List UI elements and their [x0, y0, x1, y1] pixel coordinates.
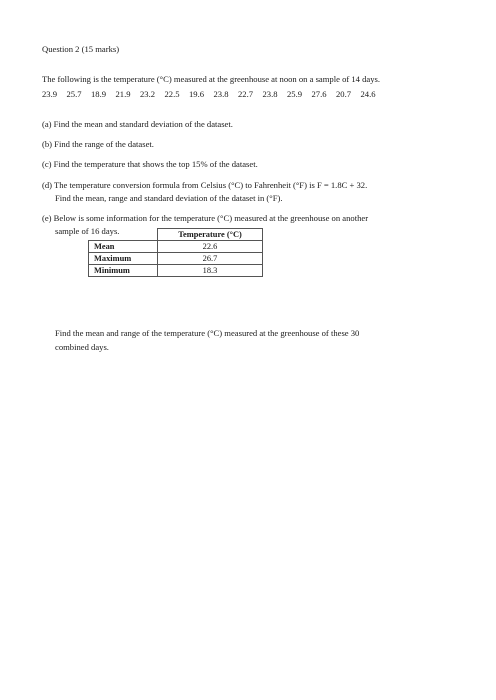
data-value: 25.7	[66, 89, 82, 99]
temperature-table	[88, 228, 263, 277]
data-value: 20.7	[336, 89, 352, 99]
final-question-line2: combined days.	[55, 342, 109, 352]
data-value: 25.9	[287, 89, 303, 99]
final-question-line1: Find the mean and range of the temperature (°C) measured at the greenhouse of these 30	[55, 328, 360, 338]
part-e-line2: sample of 16 days.	[55, 226, 120, 236]
data-value: 19.6	[189, 89, 205, 99]
data-value: 18.9	[91, 89, 107, 99]
row-value: 26.7	[158, 253, 263, 265]
data-values-row	[42, 89, 376, 100]
part-c: (c) Find the temperature that shows the top 15% of the dataset.	[42, 159, 258, 169]
table-row	[89, 241, 263, 253]
data-value: 24.6	[360, 89, 376, 99]
data-value: 22.5	[164, 89, 180, 99]
table-row	[89, 253, 263, 265]
part-d-line2: Find the mean, range and standard deviation of the dataset in (°F).	[55, 193, 283, 203]
question-intro: The following is the temperature (°C) measured at the greenhouse at noon on a sample of 14 days.	[42, 74, 381, 84]
data-value: 22.7	[238, 89, 254, 99]
row-value: 18.3	[158, 265, 263, 277]
data-value: 27.6	[311, 89, 327, 99]
row-label: Maximum	[89, 253, 158, 265]
row-label: Mean	[89, 241, 158, 253]
part-a: (a) Find the mean and standard deviation of the dataset.	[42, 119, 233, 129]
data-value: 23.9	[42, 89, 58, 99]
row-label: Minimum	[89, 265, 158, 277]
data-value: 23.2	[140, 89, 156, 99]
row-value: 22.6	[158, 241, 263, 253]
data-value: 23.8	[213, 89, 229, 99]
part-d-line1: (d) The temperature conversion formula from Celsius (°C) to Fahrenheit (°F) is F = 1.8C + 32.	[42, 180, 368, 190]
part-e-line1: (e) Below is some information for the temperature (°C) measured at the greenhouse on another	[42, 213, 369, 223]
table-header: Temperature (°C)	[158, 229, 263, 241]
question-title: Question 2 (15 marks)	[42, 44, 120, 54]
table-corner	[89, 229, 158, 241]
table-row	[89, 265, 263, 277]
data-value: 23.8	[262, 89, 278, 99]
data-value: 21.9	[115, 89, 131, 99]
part-b: (b) Find the range of the dataset.	[42, 139, 154, 149]
